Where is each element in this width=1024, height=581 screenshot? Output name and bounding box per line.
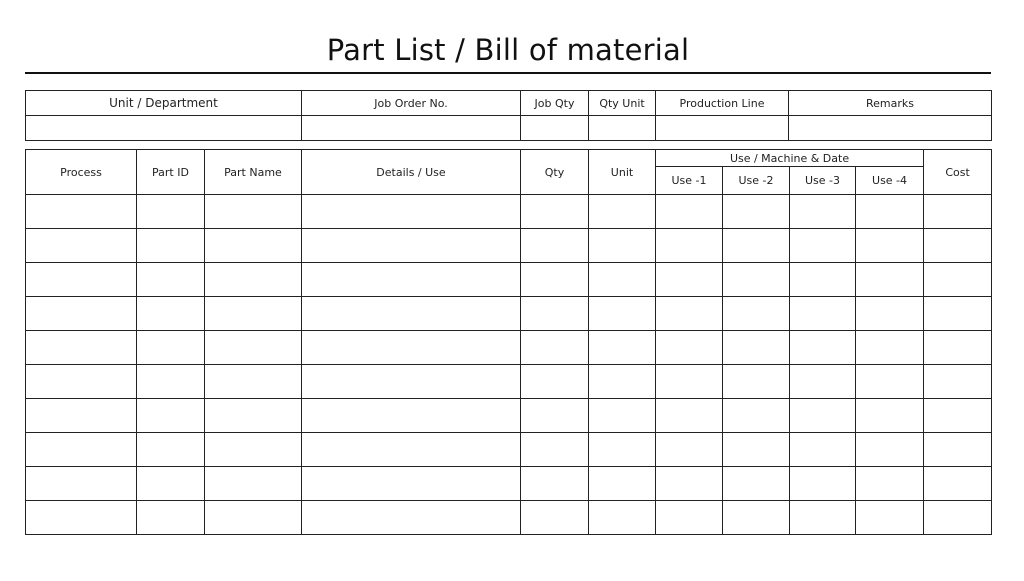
use-3-cell[interactable] xyxy=(790,365,856,399)
use-4-cell[interactable] xyxy=(856,297,924,331)
part-id-cell[interactable] xyxy=(137,229,205,263)
part-name-cell[interactable] xyxy=(205,195,302,229)
cost-cell[interactable] xyxy=(924,467,992,501)
qty-unit-header: Qty Unit xyxy=(589,91,656,116)
use-2-cell[interactable] xyxy=(723,195,790,229)
details-use-cell[interactable] xyxy=(302,195,521,229)
part-id-cell[interactable] xyxy=(137,433,205,467)
use-2-cell[interactable] xyxy=(723,433,790,467)
use-3-cell[interactable] xyxy=(790,229,856,263)
use-2-cell[interactable] xyxy=(723,297,790,331)
use-4-cell[interactable] xyxy=(856,501,924,535)
part-name-cell[interactable] xyxy=(205,229,302,263)
use-4-cell[interactable] xyxy=(856,263,924,297)
cost-cell[interactable] xyxy=(924,229,992,263)
use-2-cell[interactable] xyxy=(723,331,790,365)
table-row xyxy=(26,467,992,501)
details-use-cell[interactable] xyxy=(302,399,521,433)
details-use-cell[interactable] xyxy=(302,467,521,501)
part-name-cell[interactable] xyxy=(205,501,302,535)
use-3-cell[interactable] xyxy=(790,467,856,501)
unit-cell[interactable] xyxy=(589,399,656,433)
job-info-table xyxy=(25,90,992,141)
table-row xyxy=(26,365,992,399)
qty-cell[interactable] xyxy=(521,297,589,331)
cost-cell[interactable] xyxy=(924,365,992,399)
unit-cell[interactable] xyxy=(589,297,656,331)
use-2-cell[interactable] xyxy=(723,399,790,433)
part-name-cell[interactable] xyxy=(205,399,302,433)
unit-cell[interactable] xyxy=(589,365,656,399)
qty-cell[interactable] xyxy=(521,195,589,229)
job-order-no-header: Job Order No. xyxy=(302,91,521,116)
use-2-cell[interactable] xyxy=(723,229,790,263)
cost-cell[interactable] xyxy=(924,399,992,433)
use-1-cell[interactable] xyxy=(656,365,723,399)
use-1-cell[interactable] xyxy=(656,195,723,229)
use-1-cell[interactable] xyxy=(656,467,723,501)
qty-cell[interactable] xyxy=(521,229,589,263)
process-header: Process xyxy=(26,150,137,195)
part-name-cell[interactable] xyxy=(205,263,302,297)
job-info-value-row xyxy=(26,116,992,141)
unit-cell[interactable] xyxy=(589,195,656,229)
production-line-header: Production Line xyxy=(656,91,789,116)
use-3-cell[interactable] xyxy=(790,331,856,365)
details-use-cell[interactable] xyxy=(302,331,521,365)
use-4-header: Use -4 xyxy=(856,167,924,195)
use-3-cell[interactable] xyxy=(790,263,856,297)
use-1-cell[interactable] xyxy=(656,297,723,331)
cost-header: Cost xyxy=(924,150,992,195)
use-2-cell[interactable] xyxy=(723,263,790,297)
process-cell[interactable] xyxy=(26,297,137,331)
qty-cell[interactable] xyxy=(521,467,589,501)
unit-header: Unit xyxy=(589,150,656,195)
details-use-cell[interactable] xyxy=(302,501,521,535)
process-cell[interactable] xyxy=(26,331,137,365)
table-row xyxy=(26,501,992,535)
use-1-cell[interactable] xyxy=(656,263,723,297)
qty-cell[interactable] xyxy=(521,433,589,467)
unit-cell[interactable] xyxy=(589,501,656,535)
use-1-header: Use -1 xyxy=(656,167,723,195)
qty-cell[interactable] xyxy=(521,263,589,297)
part-id-cell[interactable] xyxy=(137,331,205,365)
use-4-cell[interactable] xyxy=(856,195,924,229)
parts-header-row xyxy=(26,150,992,167)
process-cell[interactable] xyxy=(26,501,137,535)
qty-header: Qty xyxy=(521,150,589,195)
unit-cell[interactable] xyxy=(589,467,656,501)
use-2-cell[interactable] xyxy=(723,467,790,501)
qty-cell[interactable] xyxy=(521,501,589,535)
remarks-header: Remarks xyxy=(789,91,992,116)
use-4-cell[interactable] xyxy=(856,365,924,399)
use-1-cell[interactable] xyxy=(656,433,723,467)
remarks-field[interactable] xyxy=(789,116,992,141)
use-4-cell[interactable] xyxy=(856,229,924,263)
part-id-cell[interactable] xyxy=(137,263,205,297)
page-title: Part List / Bill of material xyxy=(326,33,690,67)
use-1-cell[interactable] xyxy=(656,331,723,365)
table-row xyxy=(26,399,992,433)
production-line-field[interactable] xyxy=(656,116,789,141)
process-cell[interactable] xyxy=(26,467,137,501)
process-cell[interactable] xyxy=(26,229,137,263)
process-cell[interactable] xyxy=(26,365,137,399)
parts-table-body xyxy=(26,195,992,535)
part-id-cell[interactable] xyxy=(137,297,205,331)
qty-cell[interactable] xyxy=(521,365,589,399)
job-info-header-row xyxy=(26,91,992,116)
details-use-header: Details / Use xyxy=(302,150,521,195)
cost-cell[interactable] xyxy=(924,331,992,365)
process-cell[interactable] xyxy=(26,399,137,433)
details-use-cell[interactable] xyxy=(302,263,521,297)
use-2-cell[interactable] xyxy=(723,501,790,535)
job-qty-header: Job Qty xyxy=(521,91,589,116)
part-id-cell[interactable] xyxy=(137,467,205,501)
table-row xyxy=(26,331,992,365)
part-name-cell[interactable] xyxy=(205,365,302,399)
part-name-cell[interactable] xyxy=(205,331,302,365)
use-4-cell[interactable] xyxy=(856,433,924,467)
use-4-cell[interactable] xyxy=(856,467,924,501)
use-2-cell[interactable] xyxy=(723,365,790,399)
details-use-cell[interactable] xyxy=(302,433,521,467)
qty-cell[interactable] xyxy=(521,399,589,433)
title-underline xyxy=(25,72,991,74)
use-4-cell[interactable] xyxy=(856,331,924,365)
table-row xyxy=(26,263,992,297)
use-3-cell[interactable] xyxy=(790,501,856,535)
job-order-no-field[interactable] xyxy=(302,116,521,141)
use-2-header: Use -2 xyxy=(723,167,790,195)
use-3-header: Use -3 xyxy=(790,167,856,195)
cost-cell[interactable] xyxy=(924,195,992,229)
details-use-cell[interactable] xyxy=(302,297,521,331)
table-row xyxy=(26,297,992,331)
part-name-header: Part Name xyxy=(205,150,302,195)
process-cell[interactable] xyxy=(26,195,137,229)
table-row xyxy=(26,195,992,229)
cost-cell[interactable] xyxy=(924,433,992,467)
part-id-header: Part ID xyxy=(137,150,205,195)
unit-cell[interactable] xyxy=(589,229,656,263)
part-id-cell[interactable] xyxy=(137,365,205,399)
process-cell[interactable] xyxy=(26,433,137,467)
unit-cell[interactable] xyxy=(589,331,656,365)
unit-cell[interactable] xyxy=(589,433,656,467)
use-1-cell[interactable] xyxy=(656,501,723,535)
use-4-cell[interactable] xyxy=(856,399,924,433)
table-row xyxy=(26,229,992,263)
part-id-cell[interactable] xyxy=(137,501,205,535)
unit-department-header: Unit / Department xyxy=(26,91,302,116)
use-3-cell[interactable] xyxy=(790,399,856,433)
use-3-cell[interactable] xyxy=(790,297,856,331)
part-id-cell[interactable] xyxy=(137,399,205,433)
table-row xyxy=(26,433,992,467)
cost-cell[interactable] xyxy=(924,501,992,535)
use-3-cell[interactable] xyxy=(790,433,856,467)
qty-cell[interactable] xyxy=(521,331,589,365)
cost-cell[interactable] xyxy=(924,263,992,297)
details-use-cell[interactable] xyxy=(302,229,521,263)
use-1-cell[interactable] xyxy=(656,229,723,263)
cost-cell[interactable] xyxy=(924,297,992,331)
process-cell[interactable] xyxy=(26,263,137,297)
use-1-cell[interactable] xyxy=(656,399,723,433)
unit-cell[interactable] xyxy=(589,263,656,297)
part-id-cell[interactable] xyxy=(137,195,205,229)
part-name-cell[interactable] xyxy=(205,433,302,467)
parts-table xyxy=(25,149,992,535)
job-qty-field[interactable] xyxy=(521,116,589,141)
qty-unit-field[interactable] xyxy=(589,116,656,141)
unit-department-field[interactable] xyxy=(26,116,302,141)
use-machine-date-header: Use / Machine & Date xyxy=(656,150,924,167)
details-use-cell[interactable] xyxy=(302,365,521,399)
use-3-cell[interactable] xyxy=(790,195,856,229)
part-name-cell[interactable] xyxy=(205,297,302,331)
part-name-cell[interactable] xyxy=(205,467,302,501)
